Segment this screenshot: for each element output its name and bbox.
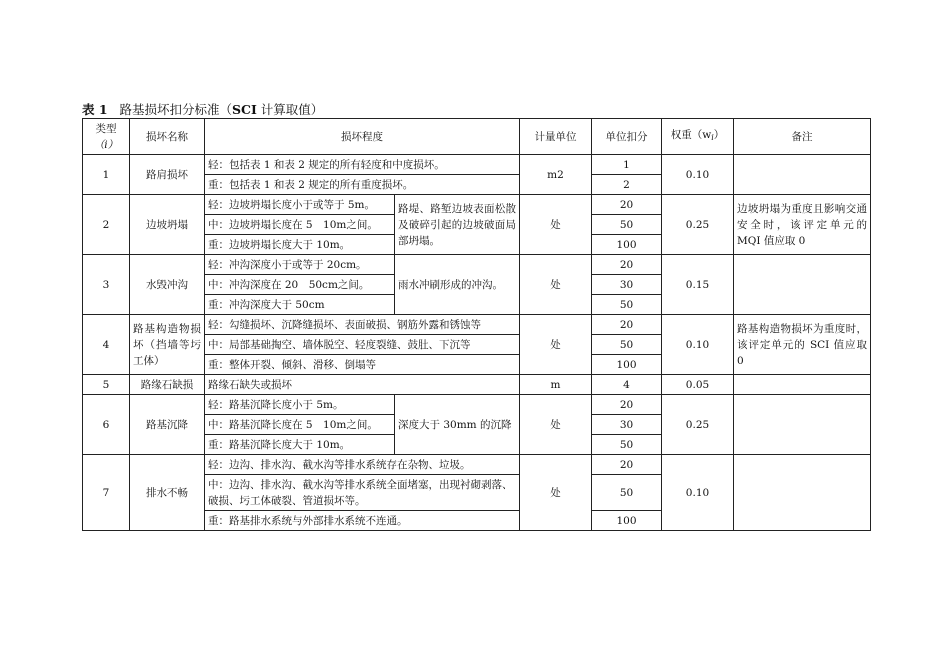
row2-heavy: 重：边坡坍塌长度大于 10m。 [205,235,395,255]
row7-light: 轻：边沟、排水沟、截水沟等排水系统存在杂物、垃圾。 [205,455,520,475]
table-header-row [83,119,871,155]
row5-no: 5 [83,375,130,395]
row7-remark [734,455,871,531]
row2-light: 轻：边坡坍塌长度小于或等于 5m。 [205,195,395,215]
row2-medium: 中：边坡坍塌长度在 5 10m之间。 [205,215,395,235]
row1-heavy: 重：包括表 1 和表 2 规定的所有重度损坏。 [205,175,520,195]
row6-name: 路基沉降 [130,395,205,455]
row7-heavy: 重：路基排水系统与外部排水系统不连通。 [205,511,520,531]
table-row [83,375,871,395]
row2-unit: 处 [520,195,592,255]
row2-weight: 0.25 [662,195,734,255]
row2-d1: 20 [592,195,662,215]
row3-name: 水毁冲沟 [130,255,205,315]
row3-weight: 0.15 [662,255,734,315]
row6-desc: 深度大于 30mm 的沉降 [395,395,520,455]
row5-name: 路缘石缺损 [130,375,205,395]
table-row [83,155,871,175]
row5-degree: 路缘石缺失或损坏 [205,375,520,395]
row1-d2: 2 [592,175,662,195]
row7-d2: 50 [592,475,662,511]
row3-medium: 中：冲沟深度在 20 50cm之间。 [205,275,395,295]
row6-heavy: 重：路基沉降长度大于 10m。 [205,435,395,455]
row6-no: 6 [83,395,130,455]
row4-d3: 100 [592,355,662,375]
row3-no: 3 [83,255,130,315]
row4-remark: 路基构造物损坏为重度时，该评定单元的 SCI 值应取 0 [734,315,871,375]
row3-remark [734,255,871,315]
row6-d2: 30 [592,415,662,435]
row2-d3: 100 [592,235,662,255]
row3-desc: 雨水冲刷形成的冲沟。 [395,255,520,315]
header-type: 类型 （i） [83,119,130,155]
row6-medium: 中：路基沉降长度在 5 10m之间。 [205,415,395,435]
row1-no: 1 [83,155,130,195]
row2-remark: 边坡坍塌为重度且影响交通安全时，该评定单元的 MQI 值应取 0 [734,195,871,255]
row7-no: 7 [83,455,130,531]
row4-heavy: 重：整体开裂、倾斜、滑移、倒塌等 [205,355,520,375]
row4-d1: 20 [592,315,662,335]
table-title-post: 计算取值） [256,102,324,117]
row1-unit: m2 [520,155,592,195]
deduction-table [82,118,871,531]
row7-d1: 20 [592,455,662,475]
table-title-sci: SCI [232,102,257,117]
row5-unit: m [520,375,592,395]
table-row [83,455,871,475]
table-title-pre: 路基损坏扣分标准（ [119,102,232,117]
row6-light: 轻：路基沉降长度小于 5m。 [205,395,395,415]
header-deduct: 单位扣分 [592,119,662,155]
row4-weight: 0.10 [662,315,734,375]
row4-medium: 中：局部基础掏空、墙体脱空、轻度裂缝、鼓肚、下沉等 [205,335,520,355]
header-degree: 损坏程度 [205,119,520,155]
row3-d1: 20 [592,255,662,275]
row2-d2: 50 [592,215,662,235]
row3-light: 轻：冲沟深度小于或等于 20cm。 [205,255,395,275]
row5-weight: 0.05 [662,375,734,395]
row3-d3: 50 [592,295,662,315]
row6-d3: 50 [592,435,662,455]
row3-d2: 30 [592,275,662,295]
row6-weight: 0.25 [662,395,734,455]
row3-unit: 处 [520,255,592,315]
row1-remark [734,155,871,195]
table-row [83,395,871,415]
table-row [83,315,871,335]
row5-remark [734,375,871,395]
row4-name: 路基构造物损坏（挡墙等圬工体） [130,315,205,375]
row7-weight: 0.10 [662,455,734,531]
row4-d2: 50 [592,335,662,355]
row6-remark [734,395,871,455]
table-caption [82,100,323,118]
row4-no: 4 [83,315,130,375]
row3-heavy: 重：冲沟深度大于 50cm [205,295,395,315]
header-name: 损坏名称 [130,119,205,155]
row2-no: 2 [83,195,130,255]
row4-unit: 处 [520,315,592,375]
table-row [83,255,871,275]
header-weight: 权重$(w_i)$ [662,119,734,155]
header-unit: 计量单位 [520,119,592,155]
row2-name: 边坡坍塌 [130,195,205,255]
row7-name: 排水不畅 [130,455,205,531]
row1-weight: 0.10 [662,155,734,195]
row7-medium: 中：边沟、排水沟、截水沟等排水系统全面堵塞，出现衬砌剥落、破损、圬工体破裂、管道损坏等。 [205,475,520,511]
row4-light: 轻：勾缝损坏、沉降缝损坏、表面破损、钢筋外露和锈蚀等 [205,315,520,335]
row7-unit: 处 [520,455,592,531]
row6-d1: 20 [592,395,662,415]
row2-desc: 路堤、路堑边坡表面松散及破碎引起的边坡破面局部坍塌。 [395,195,520,255]
table-number: 表 1 [82,102,108,117]
table-row [83,195,871,215]
row1-d1: 1 [592,155,662,175]
row6-unit: 处 [520,395,592,455]
header-remark: 备注 [734,119,871,155]
row5-d1: 4 [592,375,662,395]
row1-light: 轻：包括表 1 和表 2 规定的所有轻度和中度损坏。 [205,155,520,175]
row1-name: 路肩损坏 [130,155,205,195]
row7-d3: 100 [592,511,662,531]
